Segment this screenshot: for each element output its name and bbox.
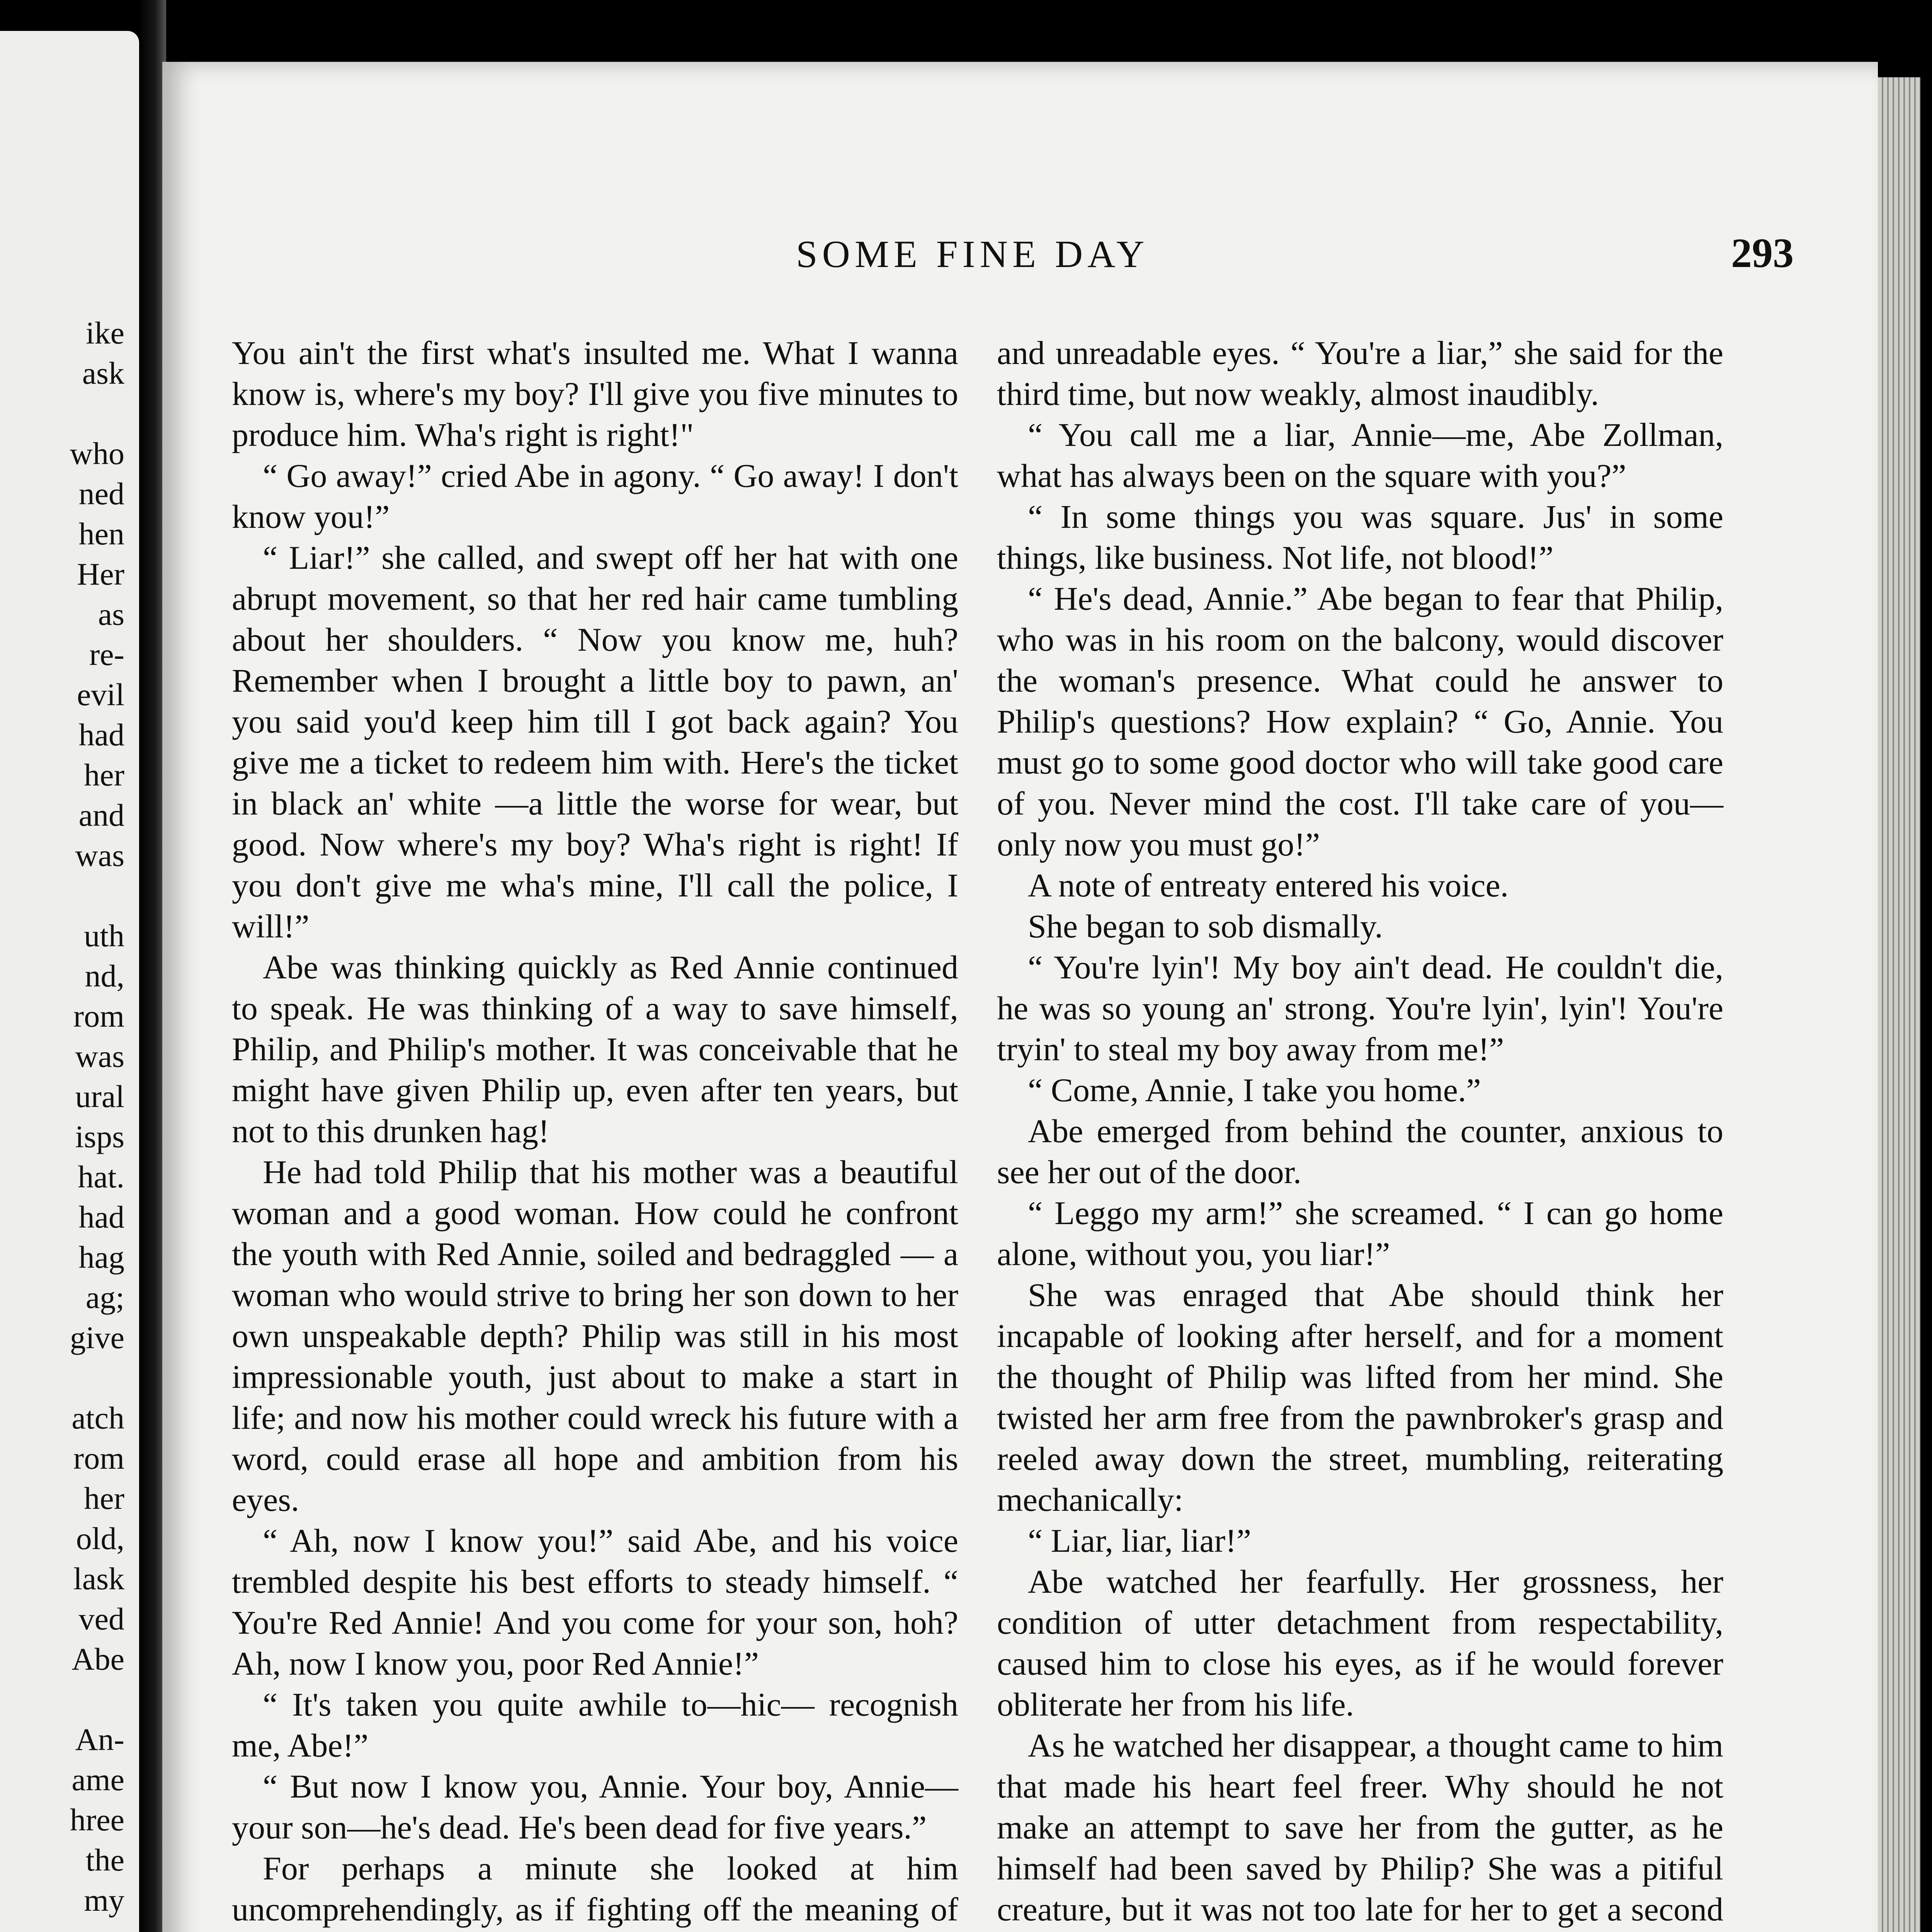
previous-page-text-fragment: had [78,1199,124,1235]
previous-page-text-fragment: hag [78,1240,124,1275]
paragraph: As he watched her disappear, a thought came to him that made his heart feel freer. Why should he not make an attempt to save her from the gutter, as he himself had been saved by Philip? She was a pitiful creature, but it was not too late for her to get a second [997,1727,1723,1928]
previous-page-text-fragment: nd, [85,958,124,993]
paragraph: You ain't the first what's insulted me. What I wanna know is, where's my boy? I'll give you five minutes to produce him. Wha's right is right!" [232,334,958,453]
previous-page-text-fragment: the [85,1842,124,1878]
previous-page-text-fragment: atch [71,1400,124,1435]
paragraph: and unreadable eyes. “ You're a liar,” she said for the third time, but now weakly, almost inaudibly. [997,334,1723,412]
paragraph: “ In some things you was square. Jus' in some things, like business. Not life, not blood!” [997,498,1723,576]
previous-page-text-fragment: had [78,717,124,752]
previous-page-text-fragment: ved [78,1601,124,1636]
paragraph: She was enraged that Abe should think her incapable of looking after herself, and for a moment the thought of Philip was lifted from her mind. She twisted her arm free from the pawnbroker's grasp and reeled away down the street, mumbling, reiterating mechanically: [997,1276,1723,1518]
paragraph: “ He's dead, Annie.” Abe began to fear that Philip, who was in his room on the balcony, would discover the woman's presence. What could he answer to Philip's questions? How explain? “ Go, Annie. You must go to some good doctor who will take good care of you. Never mind the cost. I'll take care of you—only now you must go!” [997,580,1723,863]
book-page [162,62,1878,1932]
paragraph: He had told Philip that his mother was a beautiful woman and a good woman. How could he confront the youth with Red Annie, soiled and bedraggled — a woman who would strive to bring her son down to her own unspeakable depth? Philip was still in his most impressionable youth, just about to make a start in life; and now his mother could wreck his future with a word, could erase all hope and ambition from his eyes. [232,1153,958,1518]
previous-page-text-fragment: was [75,1039,124,1074]
previous-page-text-fragment: and [78,798,124,833]
page-header [162,232,1878,286]
paragraph: “ You're lyin'! My boy ain't dead. He couldn't die, he was so young an' strong. You're lyin', lyin'! You're tryin' to steal my boy away from me!” [997,949,1723,1068]
right-text-column [997,332,1723,1932]
previous-page-text-fragment: my [84,1883,124,1918]
previous-page-text-fragment: evil [77,677,124,712]
paragraph: “ But now I know you, Annie. Your boy, Annie—your son—he's dead. He's been dead for five years.” [232,1768,958,1846]
paragraph: Abe emerged from behind the counter, anxious to see her out of the door. [997,1112,1723,1190]
previous-page-text-fragment: old, [76,1521,124,1556]
previous-page-text-fragment: isps [75,1119,124,1154]
running-head: SOME FINE DAY [796,233,1149,276]
paragraph: She began to sob dismally. [1028,908,1383,945]
paragraph: “ You call me a liar, Annie—me, Abe Zollman, what has always been on the square with you?” [997,416,1723,494]
previous-page-text-fragment: lask [73,1561,124,1596]
paragraph: Abe was thinking quickly as Red Annie continued to speak. He was thinking of a way to save himself, Philip, and Philip's mother. It was conceivable that he might have given Philip up, even after ten years, but not to this drunken hag! [232,949,958,1150]
previous-page-text-fragment: give [70,1320,124,1355]
previous-page-text-fragment: ike [85,315,124,350]
previous-page-text-fragment: ned [78,476,124,511]
page-stack-edge [1878,77,1920,1932]
previous-page-text-fragment: ag; [85,1280,124,1315]
previous-page-text-fragment: re- [89,637,124,672]
paragraph: Abe watched her fearfully. Her grossness, her condition of utter detachment from respectability, caused him to close his eyes, as if he would forever obliterate her from his life. [997,1563,1723,1723]
previous-page-text-fragment: Abe [71,1641,124,1677]
paragraph: “ Liar, liar, liar!” [1028,1522,1252,1559]
previous-page-text-fragment: was [75,838,124,873]
previous-page-text-fragment: her [84,757,124,793]
previous-page-text-fragment: ural [75,1079,124,1114]
left-text-column [232,332,958,1932]
previous-page-text-fragment: Her [77,556,124,592]
paragraph: A note of entreaty entered his voice. [1028,867,1509,904]
paragraph: For perhaps a minute she looked at him uncomprehendingly, as if fighting off the meaning of [232,1850,958,1928]
previous-page-text-fragment: ame [71,1762,124,1797]
previous-page-text-fragment: hen [78,516,124,551]
previous-page-text-fragment: as [98,597,124,632]
previous-page-text-fragment: rom [73,1440,124,1476]
paragraph: “ Leggo my arm!” she screamed. “ I can go home alone, without you, you liar!” [997,1194,1723,1272]
paragraph: “ Go away!” cried Abe in agony. “ Go away! I don't know you!” [232,457,958,535]
previous-page-text-fragment: her [84,1481,124,1516]
previous-page-text-fragment: rom [73,998,124,1034]
previous-page-text-fragment: An- [75,1722,124,1757]
previous-page-text-fragment: uth [84,918,124,953]
paragraph: “ It's taken you quite awhile to—hic— recognish me, Abe!” [232,1686,958,1764]
paragraph: “ Come, Annie, I take you home.” [1028,1071,1481,1109]
previous-page-text-fragment: who [70,436,124,471]
previous-page-text-fragment: hat. [78,1159,124,1194]
previous-page-edge [0,31,139,1932]
page-number: 293 [1731,230,1794,276]
paragraph: “ Ah, now I know you!” said Abe, and his voice trembled despite his best efforts to steady himself. “ You're Red Annie! And you come for your son, hoh? Ah, now I know you, poor Red Annie!” [232,1522,958,1682]
paragraph: “ Liar!” she called, and swept off her hat with one abrupt movement, so that her red hair came tumbling about her shoulders. “ Now you know me, huh? Remember when I brought a little boy to pawn, an' you said you'd keep him till I got back again? You give me a ticket to redeem him with. Here's the ticket in black an' white —a little the worse for wear, but good. Now where's my boy? Wha's right is right! If you don't give me wha's mine, I'll call the police, I will!” [232,539,958,945]
previous-page-text-fragment: hree [70,1802,124,1837]
previous-page-text-fragment: ask [82,355,124,391]
